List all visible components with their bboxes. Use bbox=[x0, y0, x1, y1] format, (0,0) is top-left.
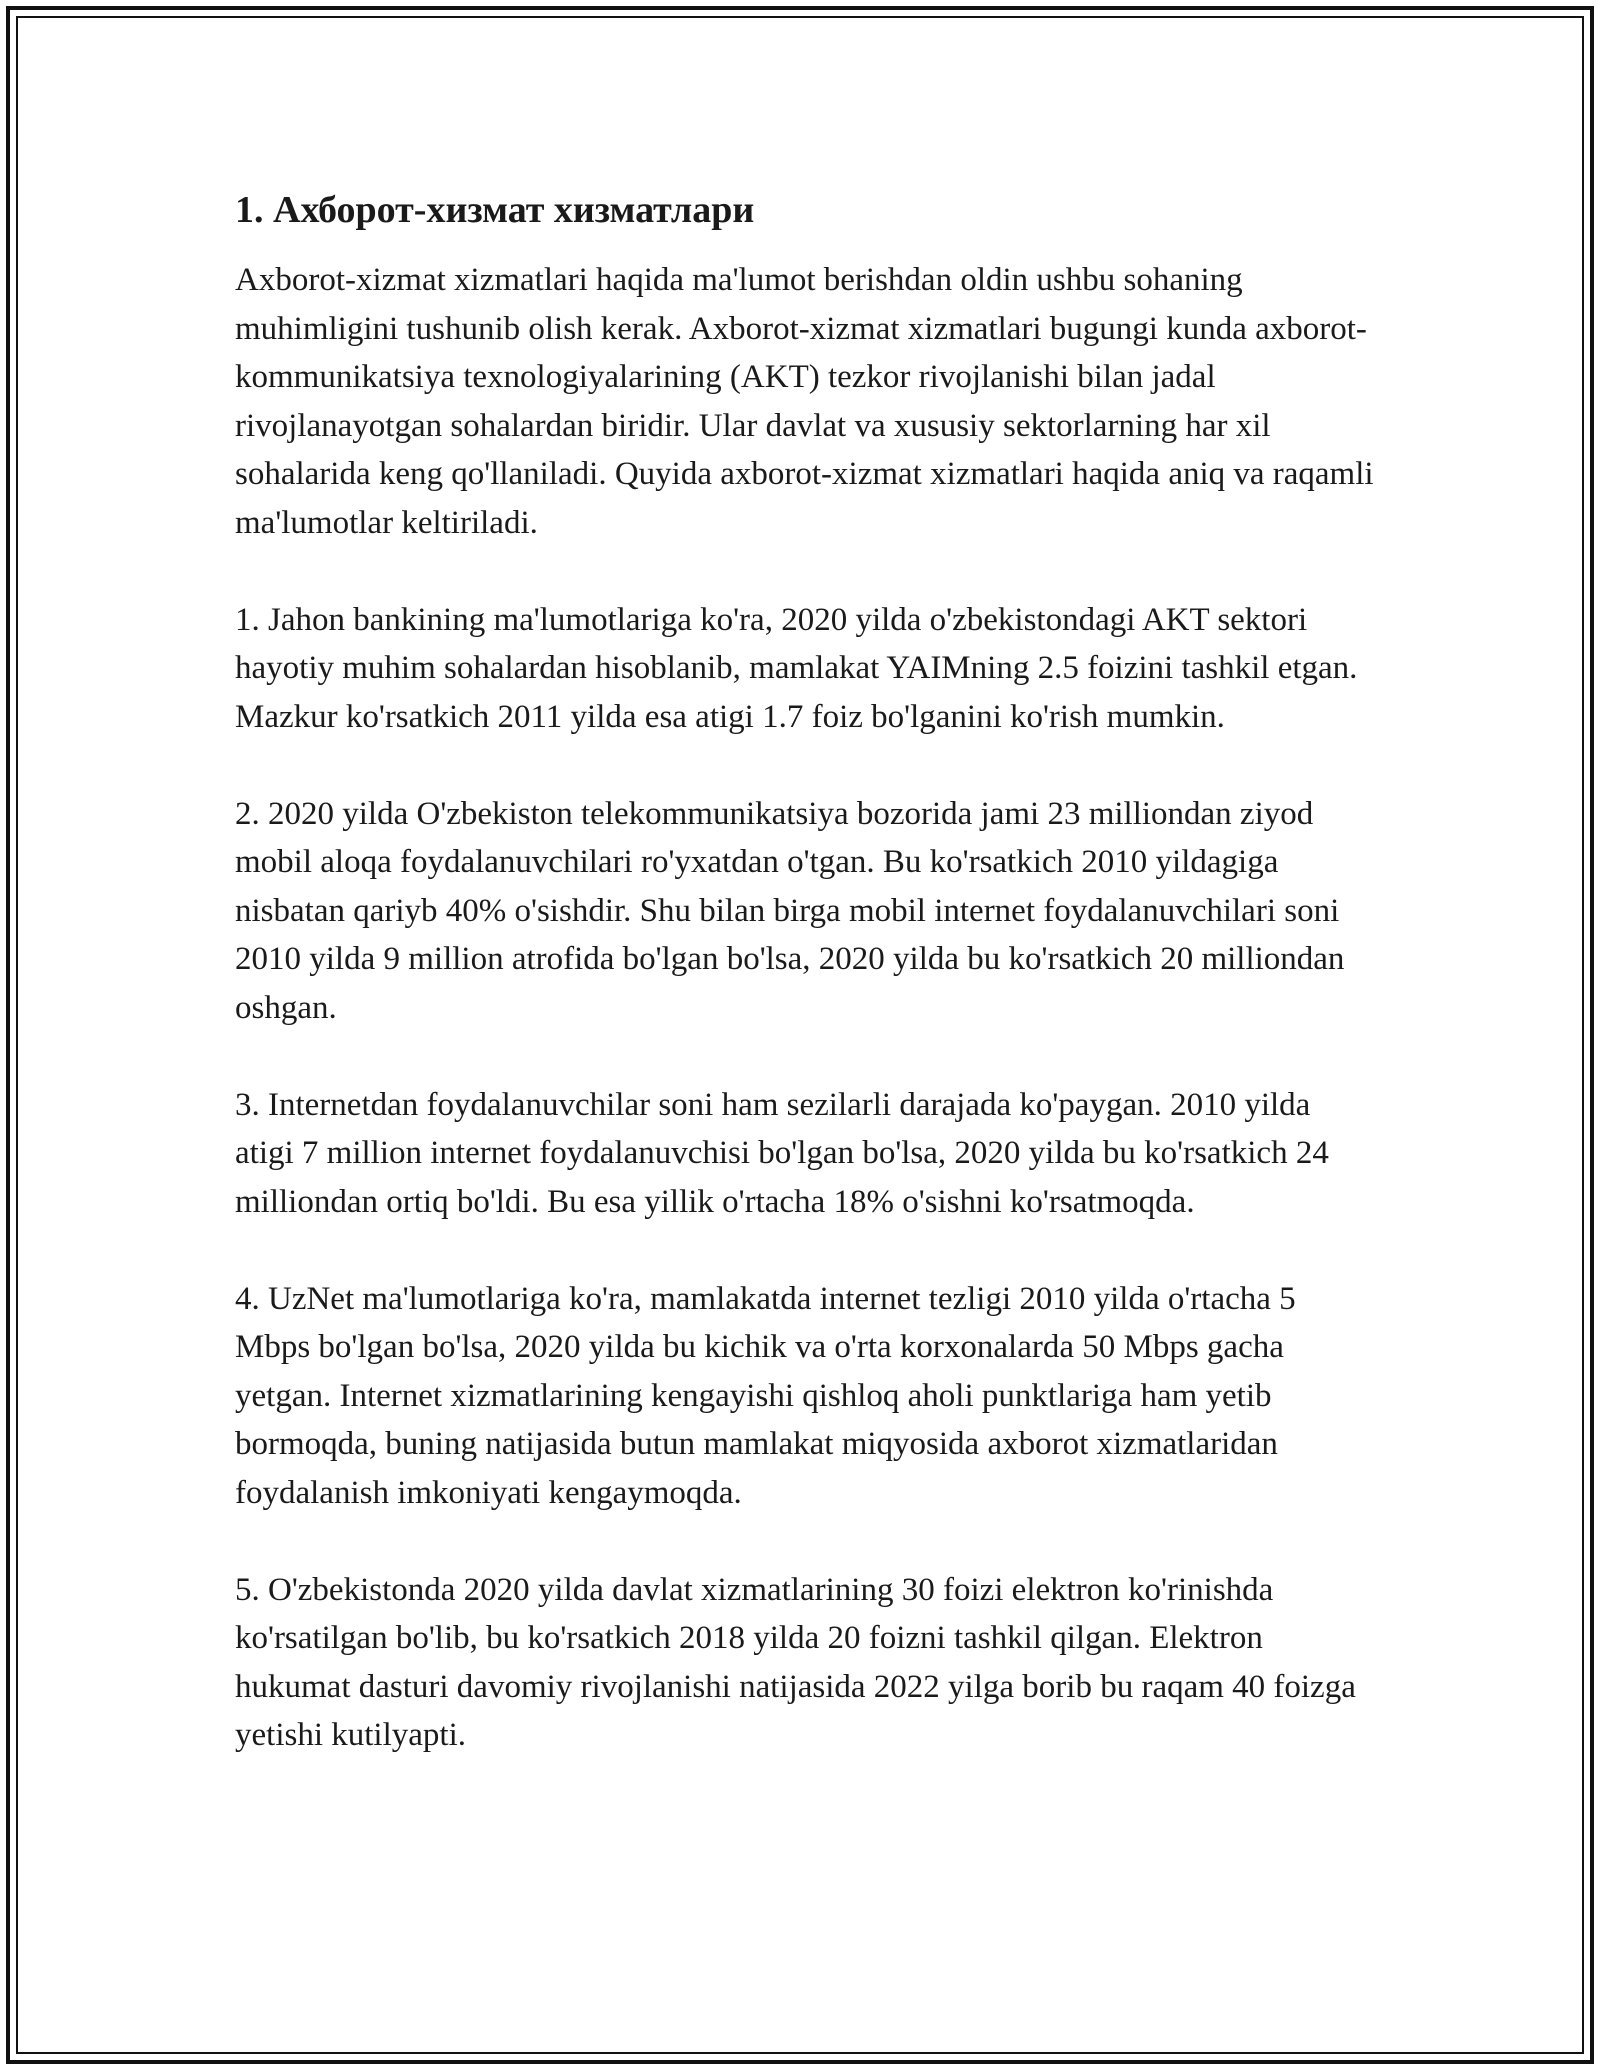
point-2-paragraph: 2. 2020 yilda O'zbekiston telekommunikatsiya bozorida jami 23 milliondan ziyod mobil aloqa foydalanuvchilari ro'yxatdan o'tgan. Bu ko'rsatkich 2010 yildagiga nisbatan qariyb 40% o'sishdir. Shu bilan birga mobil internet foydalanuvchilari soni 2010 yilda 9 million atrofida bo'lgan bo'lsa, 2020 yilda bu ko'rsatkich 20 milliondan oshgan. bbox=[235, 795, 1345, 1026]
point-5-paragraph: 5. O'zbekistonda 2020 yilda davlat xizmatlarining 30 foizi elektron ko'rinishda ko'rsatilgan bo'lib, bu ko'rsatkich 2018 yilda 20 foizni tashkil qilgan. Elektron hukumat dasturi davomiy rivojlanishi natijasida 2022 yilga borib bu raqam 40 foizga yetishi kutilyapti. bbox=[235, 1571, 1356, 1753]
point-3-paragraph: 3. Internetdan foydalanuvchilar soni ham sezilarli darajada ko'paygan. 2010 yilda atigi 7 million internet foydalanuvchisi bo'lgan bo'lsa, 2020 yilda bu ko'rsatkich 24 milliondan ortiq bo'ldi. Bu esa yillik o'rtacha 18% o'sishni ko'rsatmoqda. bbox=[235, 1086, 1329, 1220]
document-body bbox=[235, 186, 1375, 1760]
point-1-paragraph: 1. Jahon bankining ma'lumotlariga ko'ra, 2020 yilda o'zbekistondagi AKT sektori hayotiy muhim sohalardan hisoblanib, mamlakat YAIMning 2.5 foizini tashkil etgan. Mazkur ko'rsatkich 2011 yilda esa atigi 1.7 foiz bo'lganini ko'rish mumkin. bbox=[235, 601, 1358, 735]
intro-paragraph: Axborot-xizmat xizmatlari haqida ma'lumot berishdan oldin ushbu sohaning muhimligini tushunib olish kerak. Axborot-xizmat xizmatlari bugungi kunda axborot-kommunikatsiya texnologiyalarining (AKT) tezkor rivojlanishi bilan jadal rivojlanayotgan sohalardan biridir. Ular davlat va xususiy sektorlarning har xil sohalarida keng qo'llaniladi. Quyida axborot-xizmat xizmatlari haqida aniq va raqamli ma'lumotlar keltiriladi. bbox=[235, 262, 1374, 541]
point-4-paragraph: 4. UzNet ma'lumotlariga ko'ra, mamlakatda internet tezligi 2010 yilda o'rtacha 5 Mbps bo'lgan bo'lsa, 2020 yilda bu kichik va o'rta korxonalarda 50 Mbps gacha yetgan. Internet xizmatlarining kengayishi qishloq aholi punktlariga ham yetib bormoqda, buning natijasida butun mamlakat miqyosida axborot xizmatlaridan foydalanish imkoniyati kengaymoqda. bbox=[235, 1280, 1296, 1511]
section-heading: 1. Ахборот-хизмат хизматлари bbox=[235, 189, 755, 231]
